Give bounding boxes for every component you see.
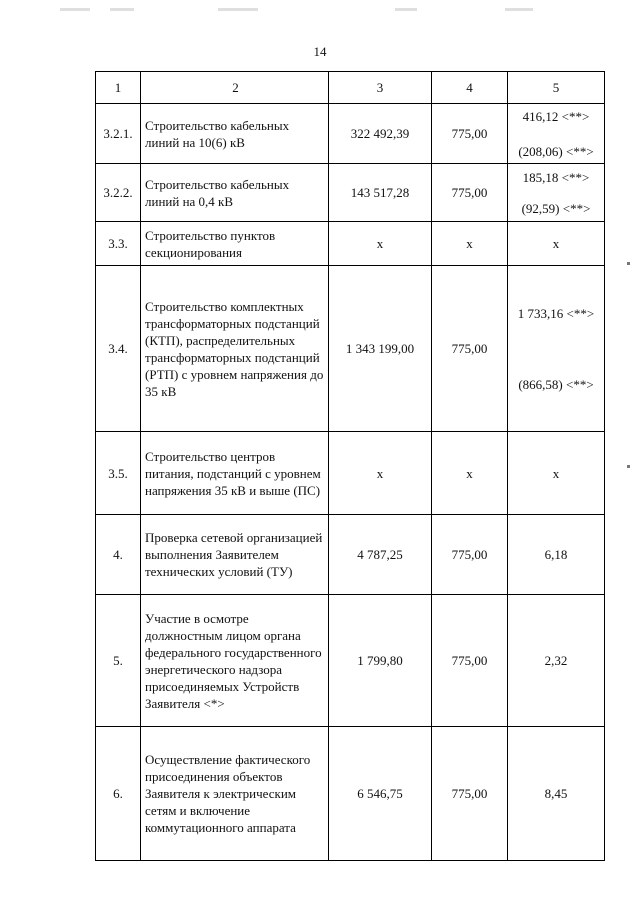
- row-name: Строительство кабельных линий на 10(6) кВ: [141, 104, 329, 164]
- row-number: 6.: [96, 727, 141, 861]
- row-col5: [508, 104, 605, 164]
- row-col4: 775,00: [432, 727, 508, 861]
- row-name: Строительство пунктов секционирования: [141, 222, 329, 266]
- table-row: [96, 104, 605, 164]
- scan-artifact: [505, 8, 533, 11]
- row-number: 3.5.: [96, 432, 141, 515]
- scan-artifact: [627, 465, 630, 468]
- table-row: [96, 595, 605, 727]
- row-col3: х: [329, 432, 432, 515]
- page-number: 14: [313, 44, 327, 59]
- row-col3: 322 492,39: [329, 104, 432, 164]
- row-col3: 1 799,80: [329, 595, 432, 727]
- table-row: [96, 164, 605, 222]
- row-col4: 775,00: [432, 104, 508, 164]
- row-name: Строительство центров питания, подстанций с уровнем напряжения 35 кВ и выше (ПС): [141, 432, 329, 515]
- row-name: Проверка сетевой организацией выполнения Заявителем технических условий (ТУ): [141, 515, 329, 595]
- scan-artifact: [218, 8, 258, 11]
- row-number: 3.3.: [96, 222, 141, 266]
- header-cell: 3: [329, 72, 432, 104]
- table-row: [96, 432, 605, 515]
- header-cell: 5: [508, 72, 605, 104]
- header-cell: 2: [141, 72, 329, 104]
- row-col5: 8,45: [508, 727, 605, 861]
- col5-value: 1 733,16 <**>: [517, 305, 595, 321]
- scan-artifact: [627, 262, 630, 265]
- row-number: 3.4.: [96, 266, 141, 432]
- table-row: [96, 727, 605, 861]
- row-col5: х: [508, 222, 605, 266]
- col5-value: (92,59) <**>: [521, 200, 591, 216]
- row-col3: 143 517,28: [329, 164, 432, 222]
- table-header-row: [96, 72, 605, 104]
- header-cell: 4: [432, 72, 508, 104]
- row-col4: 775,00: [432, 164, 508, 222]
- row-col5: [508, 266, 605, 432]
- row-col4: 775,00: [432, 515, 508, 595]
- row-name: Участие в осмотре должностным лицом органа федерального государственного энергетического надзора присоединяемых Устройств Заявителя <*>: [141, 595, 329, 727]
- col5-value: (208,06) <**>: [518, 143, 594, 159]
- row-col5: 6,18: [508, 515, 605, 595]
- row-col5: [508, 164, 605, 222]
- header-cell: 1: [96, 72, 141, 104]
- col5-value: (866,58) <**>: [518, 376, 594, 392]
- row-col4: 775,00: [432, 595, 508, 727]
- scan-artifact: [110, 8, 134, 11]
- scan-artifact: [60, 8, 90, 11]
- row-col3: 1 343 199,00: [329, 266, 432, 432]
- row-name: Осуществление фактического присоединения объектов Заявителя к электрическим сетям и включение коммутационного аппарата: [141, 727, 329, 861]
- row-number: 5.: [96, 595, 141, 727]
- row-col5: х: [508, 432, 605, 515]
- col5-value: 416,12 <**>: [522, 108, 590, 124]
- table-row: [96, 266, 605, 432]
- row-name: Строительство кабельных линий на 0,4 кВ: [141, 164, 329, 222]
- row-col4: 775,00: [432, 266, 508, 432]
- row-number: 4.: [96, 515, 141, 595]
- row-number: 3.2.1.: [96, 104, 141, 164]
- table-row: [96, 515, 605, 595]
- row-col3: 6 546,75: [329, 727, 432, 861]
- scan-artifact: [395, 8, 417, 11]
- row-col3: х: [329, 222, 432, 266]
- col5-value: 185,18 <**>: [522, 169, 590, 185]
- row-col5: 2,32: [508, 595, 605, 727]
- row-number: 3.2.2.: [96, 164, 141, 222]
- row-col4: х: [432, 222, 508, 266]
- row-col3: 4 787,25: [329, 515, 432, 595]
- row-name: Строительство комплектных трансформаторных подстанций (КТП), распределительных трансформаторных подстанций (РТП) с уровнем напряжения до 35 кВ: [141, 266, 329, 432]
- table-row: [96, 222, 605, 266]
- tariff-table: [95, 71, 605, 861]
- row-col4: х: [432, 432, 508, 515]
